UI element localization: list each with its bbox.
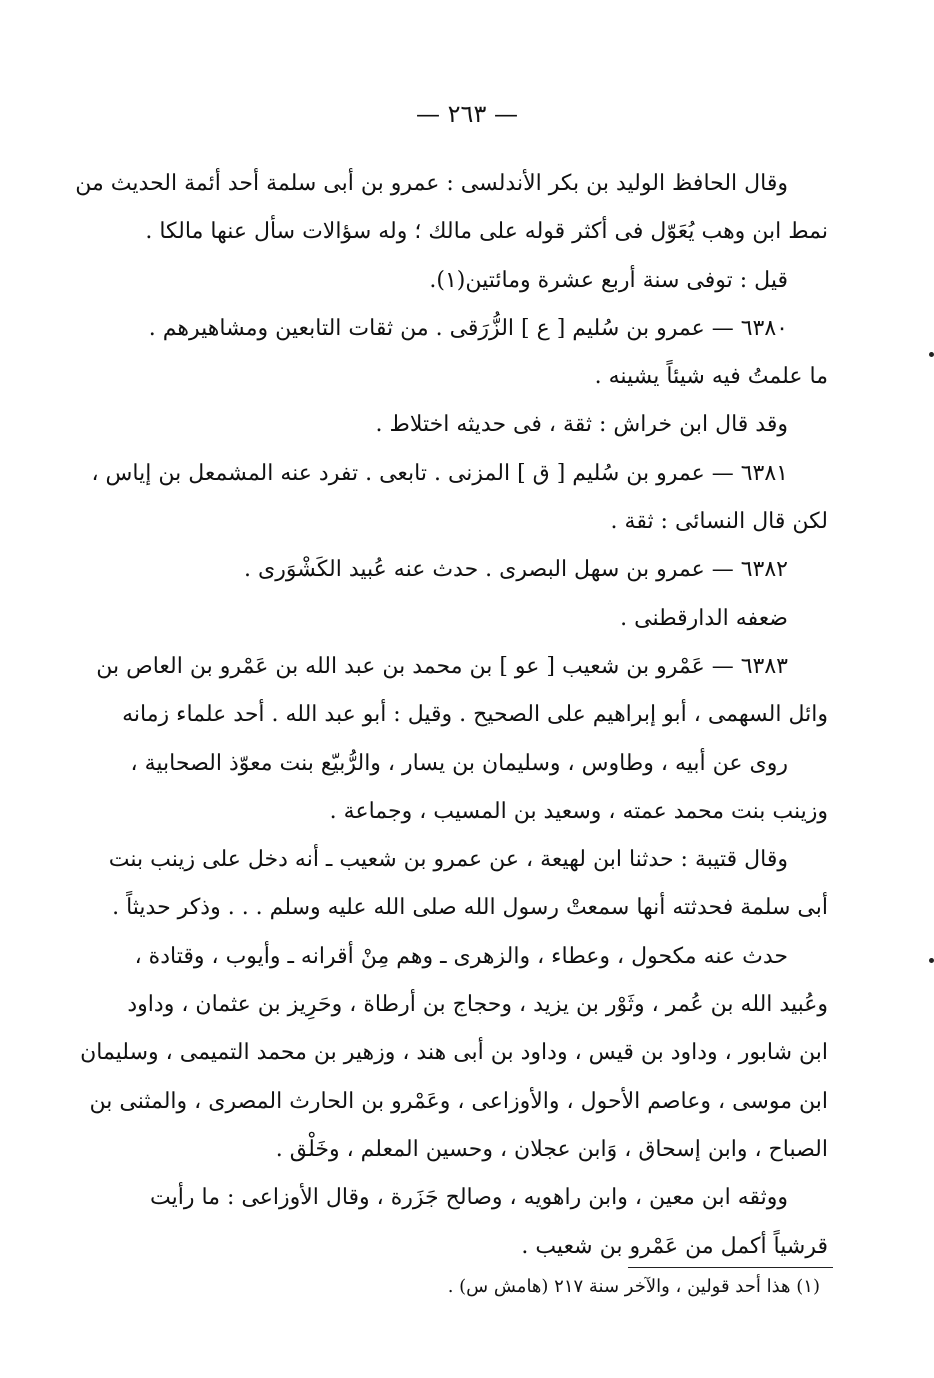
text-line: ووثقه ابن معين ، وابن راهويه ، وصالح جَزَرة ، وقال الأوزاعى : ما رأيت [150, 1185, 788, 1211]
text-line: قرشياً أكمل من عَمْرو بن شعيب . [521, 1233, 828, 1259]
text-line: وقال قتيبة : حدثنا ابن لهيعة ، عن عمرو بن شعيب ـ أنه دخل على زينب بنت [108, 847, 788, 873]
text-line: ابن موسى ، وعاصم الأحول ، والأوزاعى ، وعَمْرو بن الحارث المصرى ، والمثنى بن [89, 1088, 828, 1114]
text-line: ٦٣٨١ — عمرو بن سُليم [ ق ] المزنى . تابعى . تفرد عنه المشمعل بن إياس ، [91, 460, 788, 486]
text-line: ما علمتُ فيه شيئاً يشينه . [594, 364, 828, 390]
text-line: ٦٣٨٠ — عمرو بن سُليم [ ع ] الزُّرَقى . من ثقات التابعين ومشاهيرهم . [148, 315, 788, 341]
text-line: ضعفه الدارقطنى . [620, 605, 788, 631]
margin-mark [929, 958, 934, 963]
text-line: أبى سلمة فحدثته أنها سمعتْ رسول الله صلى الله عليه وسلم . . . وذكر حديثاً . [112, 895, 828, 921]
text-line: وائل السهمى ، أبو إبراهيم على الصحيح . وقيل : أبو عبد الله . أحد علماء زمانه [122, 702, 828, 728]
text-line: وعُبيد الله بن عُمر ، وثَوْر بن يزيد ، وحجاج بن أرطاة ، وحَرِيز بن عثمان ، وداود [127, 992, 828, 1018]
text-line: وقد قال ابن خراش : ثقة ، فى حديثه اختلاط . [375, 412, 788, 438]
footnote-separator [628, 1267, 833, 1268]
text-line: لكن قال النسائى : ثقة . [610, 509, 828, 535]
footnote: (١) هذا أحد قولين ، والآخر سنة ٢١٧ (هامش س) . [447, 1276, 820, 1297]
page-number: — ٢٦٣ — [416, 100, 518, 128]
margin-mark [929, 352, 934, 357]
text-line: ٦٣٨٢ — عمرو بن سهل البصرى . حدث عنه عُبيد الكَشْوَرى . [244, 557, 788, 583]
text-line: ابن شابور ، وداود بن قيس ، وداود بن أبى هند ، وزهير بن محمد التميمى ، وسليمان [80, 1040, 828, 1066]
text-line: الصباح ، وابن إسحاق ، وَابن عجلان ، وحسين المعلم ، وخَلْق . [275, 1136, 828, 1162]
text-line: قيل : توفى سنة أربع عشرة ومائتين(١). [429, 267, 788, 293]
text-line: حدث عنه مكحول ، وعطاء ، والزهرى ـ وهم مِنْ أقرانه ـ وأيوب ، وقتادة ، [134, 943, 788, 969]
text-line: وزينب بنت محمد عمته ، وسعيد بن المسيب ، وجماعة . [329, 798, 828, 824]
text-line: ٦٣٨٣ — عَمْرو بن شعيب [ عو ] بن محمد بن عبد الله بن عَمْرو بن العاص بن [96, 653, 788, 679]
text-line: روى عن أبيه ، وطاوس ، وسليمان بن يسار ، والرُّبيّع بنت معوّذ الصحابية ، [130, 750, 788, 776]
text-line: وقال الحافظ الوليد بن بكر الأندلسى : عمرو بن أبى سلمة أحد أئمة الحديث من [75, 171, 788, 196]
text-line: نمط ابن وهب يُعَوّل فى أكثر قوله على مالك ؛ وله سؤالات سأل عنها مالكا . [145, 219, 828, 245]
text-body [75, 160, 828, 1271]
